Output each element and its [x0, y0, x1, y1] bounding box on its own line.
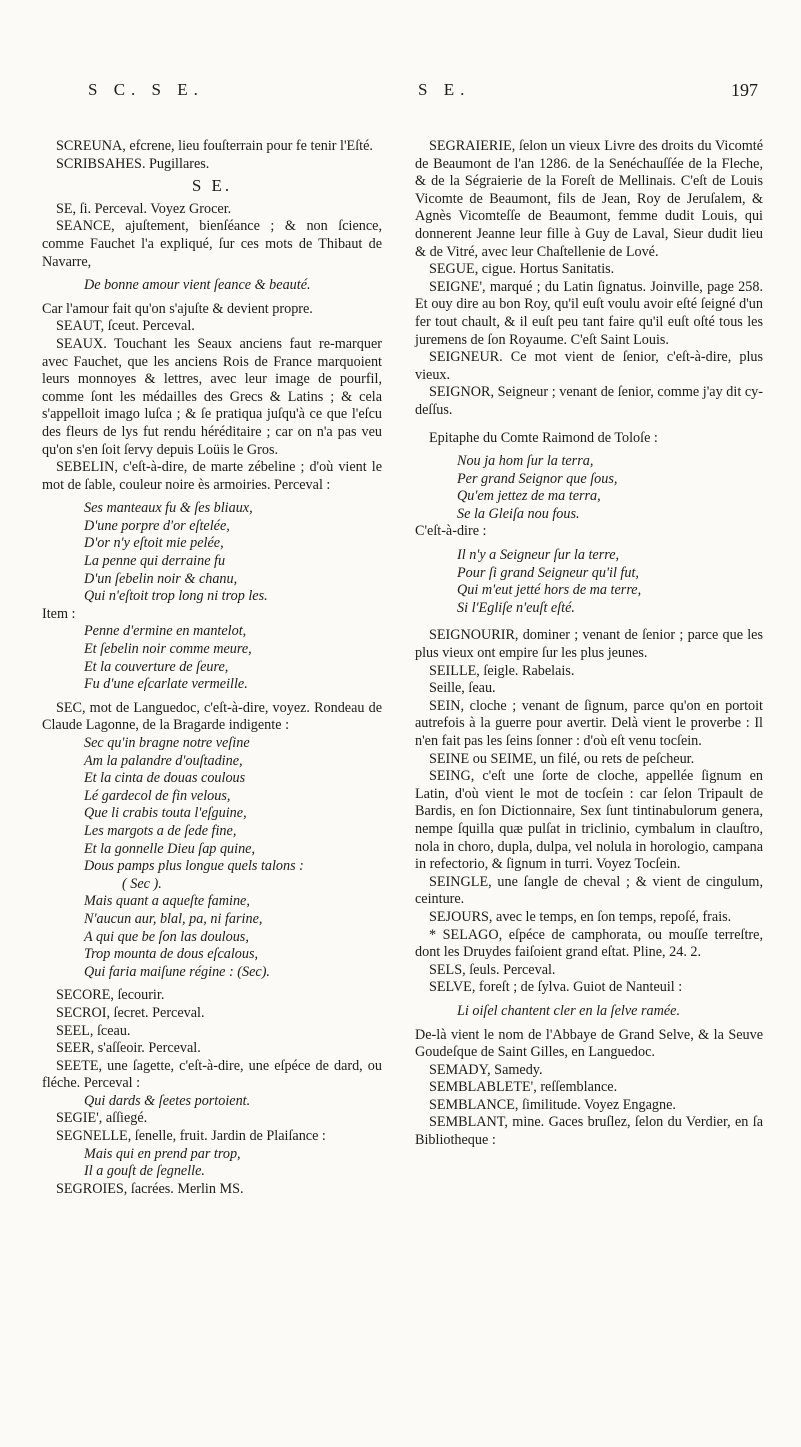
verse-line: Penne d'ermine en mantelot, [84, 623, 247, 640]
running-head-right [418, 80, 758, 100]
entry-semady: SEMADY, Samedy. [429, 1061, 543, 1078]
entry-seer: SEER, s'aſſeoir. Perceval. [56, 1040, 201, 1057]
entry-segie: SEGIE', aſſiegé. [56, 1110, 148, 1127]
entry-selve: SELVE, foreſt ; de ſylva. Guiot de Nanteuil : [429, 979, 683, 996]
entry-seaux: SEAUX. Touchant les Seaux anciens faut re-marquer avec Fauchet, que les anciens Rois de France marquoient leurs monnoyes & lettres, avec leur image de pourfil, comme ſont les médailles des Grecs & Latins ; & cela s'appelloit imago luſca ; & ſe pratiqua juſqu'à ce que l'eſcu des fleurs de lys fut rendu héréditaire ; car on n'a pas veu qu'on s'en ſoit ſervy depuis Loüis le Gros. [42, 335, 382, 458]
entry-semblance: SEMBLANCE, ſimilitude. Voyez Engagne. [429, 1096, 676, 1113]
entry-selago: * SELAGO, eſpéce de camphorata, ou mouſſe terreſtre, dont les Druydes faiſoient grand eſtat. Pline, 24. 2. [415, 926, 763, 961]
verse-line: Qui m'eut jetté hors de ma terre, [457, 582, 642, 599]
entry-semblant: SEMBLANT, mine. Gaces bruſlez, ſelon du Verdier, en ſa Bibliotheque : [415, 1114, 763, 1149]
running-head-right-text: S E. [418, 80, 471, 99]
verse-line: Il n'y a Seigneur ſur la terre, [457, 547, 620, 564]
left-column [42, 138, 382, 1198]
verse-line: Qui n'eſtoit trop long ni trop les. [84, 588, 268, 605]
entry-seete: SEETE, une ſagette, c'eſt-à-dire, une eſpéce de dard, ou fléche. Perceval : [42, 1057, 382, 1092]
entry-seaut: SEAUT, ſceut. Perceval. [56, 318, 195, 335]
epitaph-intro: Epitaphe du Comte Raimond de Toloſe : [429, 429, 658, 446]
verse-line: Et la cinta de douas coulous [84, 770, 246, 787]
entry-se: SE, ſi. Perceval. Voyez Grocer. [56, 200, 232, 217]
entry-seel: SEEL, ſceau. [56, 1022, 131, 1039]
verse-line: Pour ſi grand Seigneur qu'il fut, [457, 564, 639, 581]
entry-seance: SEANCE, ajuſtement, bienſéance ; & non ſcience, comme Fauchet l'a expliqué, ſur ces mots de Thibaut de Navarre, [42, 218, 382, 270]
verse-line: Dous pamps plus longue quels talons : [84, 858, 304, 875]
entry-scribsahes: SCRIBSAHES. Pugillares. [56, 155, 210, 172]
entry-seignourir: SEIGNOURIR, dominer ; venant de ſenior ; parce que les plus vieux ont empire ſur les plus jeunes. [415, 627, 763, 662]
quote-selve: Li oiſel chantent cler en la ſelve ramée. [457, 1002, 680, 1019]
entry-seille-2: Seille, ſeau. [429, 680, 496, 697]
verse-line: Nou ja hom ſur la terra, [457, 453, 594, 470]
verse-line: Fu d'une eſcarlate vermeille. [84, 676, 248, 693]
verse-line: Mais quant a aqueſte famine, [84, 893, 250, 910]
entry-sejours: SEJOURS, avec le temps, en ſon temps, repoſé, frais. [429, 908, 732, 925]
running-head-left: S C. S E. [88, 80, 204, 99]
verse-line: Qu'em jettez de ma terra, [457, 488, 601, 505]
verse-line: Et ſebelin noir comme meure, [84, 641, 252, 658]
entry-seille: SEILLE, ſeigle. Rabelais. [429, 662, 575, 679]
verse-line: D'un ſebelin noir & chanu, [84, 570, 238, 587]
verse-line: Sec qu'in bragne notre veſine [84, 735, 250, 751]
verse-line: Am la palandre d'ouſtadine, [84, 752, 243, 769]
verse-line: Que li crabis touta l'eſguine, [84, 805, 247, 822]
verse-line: Qui faria maiſune régine : (Sec). [84, 963, 270, 980]
verse-line: Et la gonnelle Dieu ſap quine, [84, 840, 256, 857]
page-number: 197 [731, 80, 758, 100]
item-label: Item : [42, 605, 76, 622]
entry-selve-cont: De-là vient le nom de l'Abbaye de Grand Selve, & la Seuve Goudeſque de Saint Gilles, en Languedoc. [415, 1026, 763, 1061]
entry-sebelin: SEBELIN, c'eſt-à-dire, de marte zébeline ; d'où vient le mot de ſable, couleur noire ès armoiries. Perceval : [42, 459, 382, 493]
quote-seete: Qui dards & ſeetes portoient. [84, 1092, 251, 1109]
entry-seing: SEING, c'eſt une ſorte de cloche, appellée ſignum en Latin, d'où vient le mot de tocſein : car ſelon Tripault de Bardis, en ſon Dictionnaire, Sex ſunt tintinabulorum genera, nempe ſquilla quæ pulſat in triclinio, cymbalum in clauſtro, nola in choro, dupla, dulpa, vel nolula in horologio, campana in refectorio, & ſignum in turri. Voyez Tocſein. [415, 768, 763, 873]
entry-seignor: SEIGNOR, Seigneur ; venant de ſenior, comme j'ay dit cy-deſſus. [415, 384, 763, 418]
verse-line: Se la Gleiſa nou fous. [457, 505, 580, 522]
entry-secroi: SECROI, ſecret. Perceval. [56, 1004, 205, 1021]
quote-seance: De bonne amour vient ſeance & beauté. [84, 277, 311, 294]
entry-screuna: SCREUNA, efcrene, lieu fouſterrain pour fe tenir l'Eſté. [56, 138, 373, 154]
verse-line: Ses manteaux fu & ſes bliaux, [84, 500, 253, 517]
verse-line: Per grand Seignor que ſous, [457, 470, 618, 487]
entry-segue: SEGUE, cigue. Hortus Sanitatis. [429, 261, 615, 278]
verse-line: Lé gardecol de fin velous, [84, 787, 231, 804]
verse-line: N'aucun aur, blal, pa, ni farine, [84, 910, 263, 927]
entry-segnelle: SEGNELLE, ſenelle, fruit. Jardin de Plaiſance : [56, 1128, 326, 1145]
entry-seigne: SEIGNE', marqué ; du Latin ſignatus. Joinville, page 258. Et ouy dire au bon Roy, qu'il euſt voulu avoir eſté ſeigné d'un fer tout chault, & il euſt peu tant faire qu'il euſt oſté tous les juremens de ſon Royaume. C'eſt Saint Louis. [415, 278, 763, 348]
verse-line: La penne qui derraine fu [84, 553, 226, 570]
verse-line: Et la couverture de ſeure, [84, 658, 229, 675]
entry-seance-cont: Car l'amour fait qu'on s'ajuſte & devient propre. [42, 300, 313, 317]
verse-line: Il a gouſt de ſegnelle. [84, 1163, 205, 1180]
section-heading: S E. [191, 176, 233, 196]
verse-line: Les margots a de ſede fine, [84, 822, 237, 839]
entry-sec: SEC, mot de Languedoc, c'eſt-à-dire, voyez. Rondeau de Claude Lagonne, de la Bragarde indigente : [42, 699, 382, 734]
entry-sels: SELS, ſeuls. Perceval. [429, 961, 556, 978]
entry-seigneur: SEIGNEUR. Ce mot vient de ſenior, c'eſt-à-dire, plus vieux. [415, 349, 763, 383]
entry-segraierie: SEGRAIERIE, ſelon un vieux Livre des droits du Vicomté de Beaumont de l'an 1286. de la Senéchauſſée de la Fleche, & de la Ségraierie de la Foreſt de Mellinais. C'eſt de Louis Vicomte de Beaumont, fils de Jean, Roy de Jeruſalem, & Agnès Vicomteſſe de Beaumont, femme dudit Louis, qui donnerent Jeanne leur fille à Guy de Laval, Sieur dudit lieu & de Vitré, avec leur Chaſtellenie de Lové. [415, 138, 763, 260]
verse-line: D'or n'y eſtoit mie pelée, [84, 535, 224, 552]
entry-seine: SEINE ou SEIME, un filé, ou rets de peſcheur. [429, 750, 695, 767]
entry-sein: SEIN, cloche ; venant de ſignum, parce qu'on en portoit autrefois à la guerre pour avertir. Delà vient le proverbe : Il n'en fait pas les ſeins ſonner : d'où eſt venu tocſein. [415, 697, 763, 749]
verse-line: ( Sec ). [122, 875, 162, 892]
cest-a-dire: C'eſt-à-dire : [415, 523, 487, 540]
verse-line: Si l'Egliſe n'euſt eſté. [457, 599, 575, 616]
verse-line: Trop mounta de dous eſcalous, [84, 946, 259, 963]
right-column [415, 138, 763, 1150]
entry-seingle: SEINGLE, une ſangle de cheval ; & vient de cingulum, ceinture. [415, 873, 763, 908]
entry-segroies: SEGROIES, ſacrées. Merlin MS. [56, 1180, 244, 1197]
entry-semblablete: SEMBLABLETE', reſſemblance. [429, 1079, 618, 1096]
verse-line: A qui que be ſon las doulous, [84, 928, 249, 945]
verse-line: D'une porpre d'or eſtelée, [84, 517, 230, 534]
entry-secore: SECORE, ſecourir. [56, 987, 165, 1004]
verse-line: Mais qui en prend par trop, [84, 1145, 241, 1162]
